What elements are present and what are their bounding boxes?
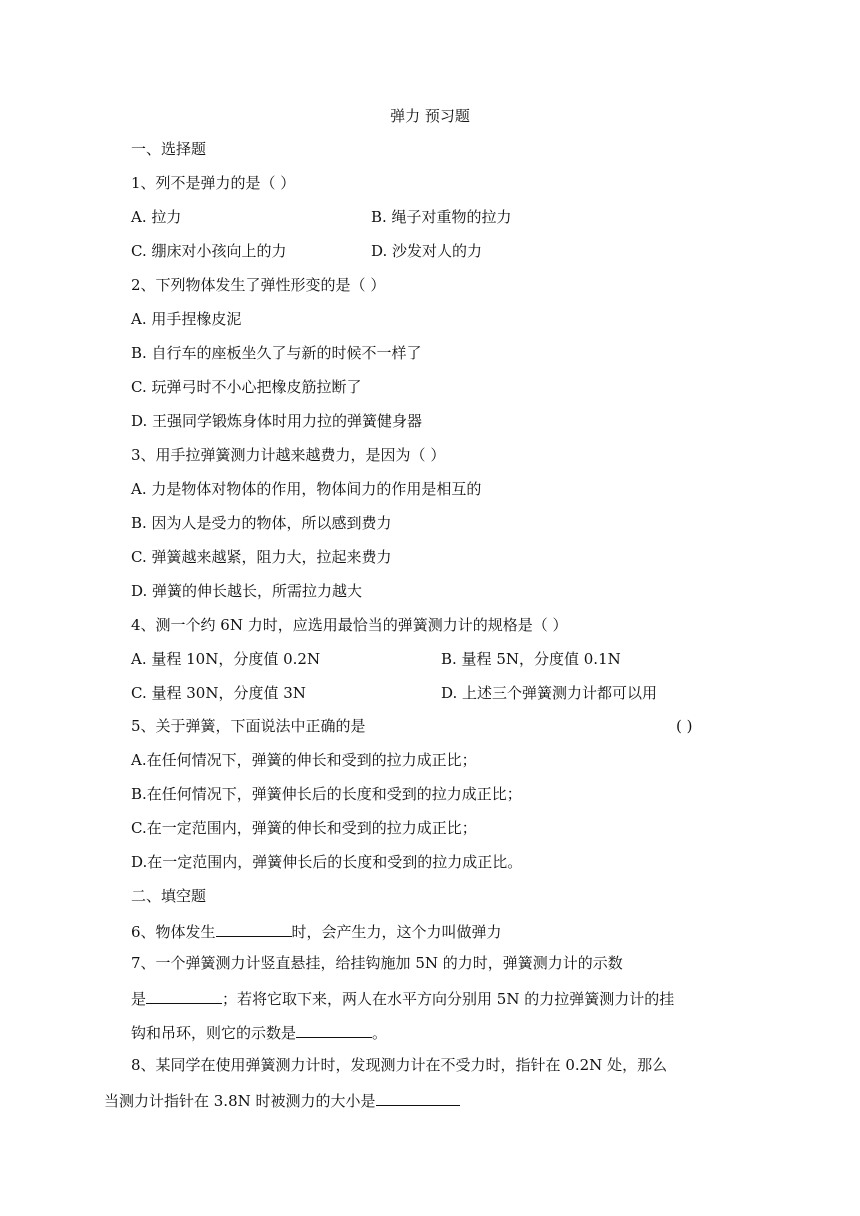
- section-heading-choice: 一、选择题: [131, 140, 207, 158]
- question-7-text-b: ；若将它取下来，两人在水平方向分别用 5N 的力拉弹簧测力计的挂: [222, 990, 675, 1008]
- question-5-option-b: B.在任何情况下，弹簧伸长后的长度和受到的拉力成正比；: [131, 785, 522, 803]
- question-5-answer-paren: ( ): [676, 717, 693, 735]
- question-1-stem: 1、列不是弹力的是（ ）: [131, 174, 296, 192]
- question-1-option-d: D. 沙发对人的力: [371, 242, 483, 260]
- question-4-option-d: D. 上述三个弹簧测力计都可以用: [441, 684, 658, 702]
- question-2-option-b: B. 自行车的座板坐久了与新的时候不一样了: [131, 344, 422, 362]
- question-7-line-3: [131, 1021, 387, 1043]
- answer-blank-7a[interactable]: [146, 987, 222, 1004]
- question-5-stem: 5、关于弹簧，下面说法中正确的是: [131, 717, 366, 735]
- question-1-option-c: C. 绷床对小孩向上的力: [131, 242, 287, 260]
- question-8-text-a: 当测力计指针在 3.8N 时被测力的大小是: [104, 1092, 376, 1110]
- question-1-option-b: B. 绳子对重物的拉力: [371, 208, 512, 226]
- question-6: [131, 920, 502, 942]
- page-title: 弹力 预习题: [390, 107, 470, 125]
- question-3-option-a: A. 力是物体对物体的作用，物体间力的作用是相互的: [131, 480, 482, 498]
- question-8-line-2: [104, 1089, 460, 1111]
- question-6-text-before: 6、物体发生: [131, 923, 216, 941]
- question-2-option-d: D. 王强同学锻炼身体时用力拉的弹簧健身器: [131, 412, 423, 430]
- question-2-stem: 2、下列物体发生了弹性形变的是（ ）: [131, 276, 386, 294]
- question-7-text-c: 钩和吊环，则它的示数是: [131, 1024, 297, 1042]
- question-7-line-1: 7、一个弹簧测力计竖直悬挂，给挂钩施加 5N 的力时，弹簧测力计的示数: [131, 954, 623, 972]
- question-3-stem: 3、用手拉弹簧测力计越来越费力，是因为（ ）: [131, 446, 446, 464]
- question-8-line-1: 8、某同学在使用弹簧测力计时，发现测力计在不受力时，指针在 0.2N 处，那么: [131, 1056, 668, 1074]
- question-4-stem: 4、测一个约 6N 力时，应选用最恰当的弹簧测力计的规格是（ ）: [131, 616, 568, 634]
- question-6-text-after: 时，会产生力，这个力叫做弹力: [291, 923, 502, 941]
- answer-blank-7b[interactable]: [296, 1021, 372, 1038]
- question-7-text-a: 是: [131, 990, 147, 1008]
- question-4-option-a: A. 量程 10N，分度值 0.2N: [131, 650, 321, 668]
- section-heading-fill: 二、填空题: [131, 887, 207, 905]
- question-3-option-d: D. 弹簧的伸长越长，所需拉力越大: [131, 582, 363, 600]
- question-2-option-c: C. 玩弹弓时不小心把橡皮筋拉断了: [131, 378, 362, 396]
- question-4-option-c: C. 量程 30N，分度值 3N: [131, 684, 306, 702]
- question-5-option-a: A.在任何情况下，弹簧的伸长和受到的拉力成正比；: [131, 751, 477, 769]
- question-7-line-2: [131, 987, 674, 1009]
- question-5-option-d: D.在一定范围内，弹簧伸长后的长度和受到的拉力成正比。: [131, 853, 523, 871]
- answer-blank-8[interactable]: [376, 1089, 460, 1106]
- question-7-text-d: 。: [372, 1024, 388, 1042]
- answer-blank-6[interactable]: [216, 920, 292, 937]
- question-5-option-c: C.在一定范围内，弹簧的伸长和受到的拉力成正比；: [131, 819, 477, 837]
- question-3-option-c: C. 弹簧越来越紧，阻力大，拉起来费力: [131, 548, 392, 566]
- question-4-option-b: B. 量程 5N，分度值 0.1N: [441, 650, 621, 668]
- question-2-option-a: A. 用手捏橡皮泥: [131, 310, 242, 328]
- question-3-option-b: B. 因为人是受力的物体，所以感到费力: [131, 514, 392, 532]
- question-1-option-a: A. 拉力: [131, 208, 182, 226]
